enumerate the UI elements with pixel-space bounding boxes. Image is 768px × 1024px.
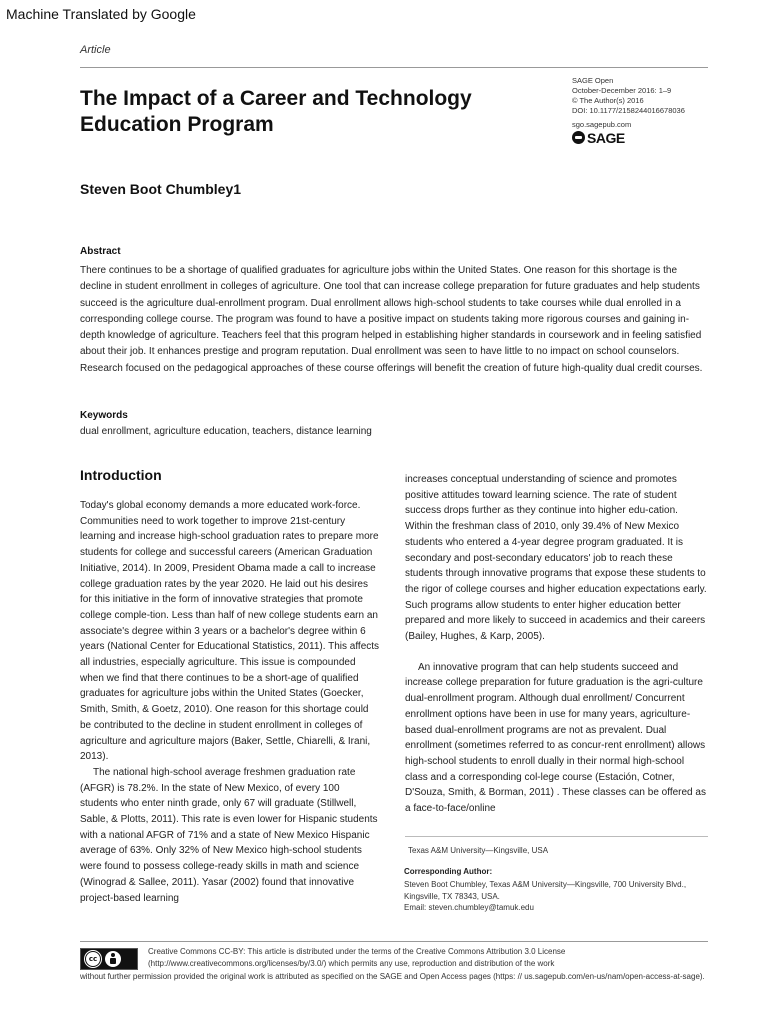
author-affiliation: Texas A&M University—Kingsville, USA (408, 846, 549, 855)
corresponding-author-address: Steven Boot Chumbley, Texas A&M University—Kingsville, 700 University Blvd., Kingsville, TX 78343, USA. (404, 880, 687, 901)
journal-doi[interactable]: DOI: 10.1177/2158244016678036 (572, 106, 685, 115)
right-column (405, 472, 708, 817)
journal-copyright: © The Author(s) 2016 (572, 96, 644, 105)
license-line-1: Creative Commons CC-BY: This article is distributed under the terms of the Creative Commons Attribution 3.0 License (148, 947, 566, 956)
article-type-label: Article (80, 44, 111, 56)
affiliation-divider (405, 836, 708, 837)
article-title: The Impact of a Career and Technology Education Program (80, 87, 472, 136)
corresponding-author-details (404, 879, 710, 914)
license-line-3: without further permission provided the original work is attributed as specified on the SAGE and Open Access pages (https: // us.sagepub.com/en-us/nam/open-access-at-sage). (80, 971, 705, 981)
machine-translation-banner: Machine Translated by Google (6, 6, 196, 22)
intro-paragraph-2: The national high-school average freshmen graduation rate (AFGR) is 78.2%. In the state of New Mexico, of every 100 students who enter ninth grade, only 67 will graduate (Stillwell, Sable, & Plotts, 2011). This rate is even lower for Hispanic students with a national AFGR of 71% and a state of New Mexico Hispanic average of 63%. Only 32% of New Mexico high-school students were found to possess college-ready skills in math and science (Winograd & Sallee, 2011). Yasar (2002) found that innovative project-based learning (80, 766, 378, 904)
introduction-heading: Introduction (80, 467, 162, 483)
journal-name: SAGE Open (572, 76, 614, 85)
corresponding-author-email[interactable]: Email: steven.chumbley@tamuk.edu (404, 903, 534, 912)
abstract-heading: Abstract (80, 246, 121, 257)
intro-paragraph-4: An innovative program that can help students succeed and increase college preparation for future graduation is the agri-culture dual-enrollment program. Although dual enrollment/ Concurrent enrollment options have been in use for many years, agriculture-based dual-enrollment programs are not as prevalent. Dual enrollment (sometimes referred to as concur-rent enrollment) allows high-school students to enroll dually in their normal high-school class and a corresponding col-lege course (Estación, Cotner, D'Souza, Smith, & Borman, 2011) . These classes can be offered as a face-to-face/online (405, 661, 706, 815)
license-text (80, 958, 708, 983)
sage-logo (572, 131, 685, 144)
sage-logo-icon (572, 131, 585, 144)
sage-logo-text: SAGE (587, 129, 625, 146)
abstract-text: There continues to be a shortage of qualified graduates for agriculture jobs within the United States. One reason for this shortage is the decline in student enrollment in colleges of agriculture. One tool that can increase college preparation for future graduates and help students succeed is the agriculture dual-enrollment program. Dual enrollment allows high-school students to take courses while dual enrolled in a corresponding college course. The program was found to have a positive impact on students taking more rigorous courses and gaining in-depth knowledge of agriculture. Teachers feel that this program helped in establishing higher standards in coursework and in feeling satisfied about their job. It enhances prestige and program reputation. Dual enrollment was seen to have little to no impact on school counselors. Research focused on the pedagogical approaches of these course offerings will benefit the creation of future high-quality dual credit courses. (80, 265, 703, 374)
left-column (80, 498, 380, 906)
footer-divider (80, 941, 708, 942)
journal-issue: October-December 2016: 1–9 (572, 86, 672, 95)
journal-url[interactable]: sgo.sagepub.com (572, 120, 632, 129)
creative-commons-icon: cc (85, 951, 101, 967)
license-line-2[interactable]: (http://www.creativecommons.org/licenses/by/3.0/) which permits any use, reproduction and distribution of the work (148, 959, 555, 968)
intro-paragraph-3: increases conceptual understanding of science and promotes positive attitudes toward learning science. The rate of student success drops further as they continue into higher edu-cation. Within the freshman class of 2010, only 39.4% of New Mexico students who entered a 4-year degree program graduated. It is secondary and post-secondary educators' job to reach these students through innovative programs that expose these students to the rigor of college courses and higher education expectations early. Such programs allow students to enter higher education better prepared and more likely to succeed in academics and their careers (Bailey, Hughes, & Karp, 2005). (405, 474, 707, 643)
keywords-heading: Keywords (80, 410, 128, 421)
intro-paragraph-1: Today's global economy demands a more educated work-force. Communities need to work together to improve 21st-century learning and increase high-school graduation rates to prepare more students for college and successful careers (American Graduation Initiative, 2014). In 2009, President Obama made a call to increase college graduation rates by the year 2020. He laid out his desires for this initiative in the form of innovative strategies that promote college comple-tion. Less than half of new college students earn an associate's degree within 3 years or a bachelor's degree within 6 years (National Center for Educational Statistics, 2011). This affects all industries, especially agriculture. This issue is compounded when we find that there continues to be a short-age of qualified graduates for agriculture jobs within the United States (Goecker, Smith, Smith, & Goetz, 2010). One reason for this shortage could be contributed to the decline in student enrollment in colleges of agriculture and agriculture majors (Baker, Settle, Chiarelli, & Irani, 2013). (80, 500, 380, 763)
header-divider (80, 67, 708, 68)
keywords-text: dual enrollment, agriculture education, teachers, distance learning (80, 426, 372, 437)
corresponding-author-heading: Corresponding Author: (404, 867, 493, 876)
author-name: Steven Boot Chumbley1 (80, 181, 242, 197)
journal-info (572, 76, 685, 144)
